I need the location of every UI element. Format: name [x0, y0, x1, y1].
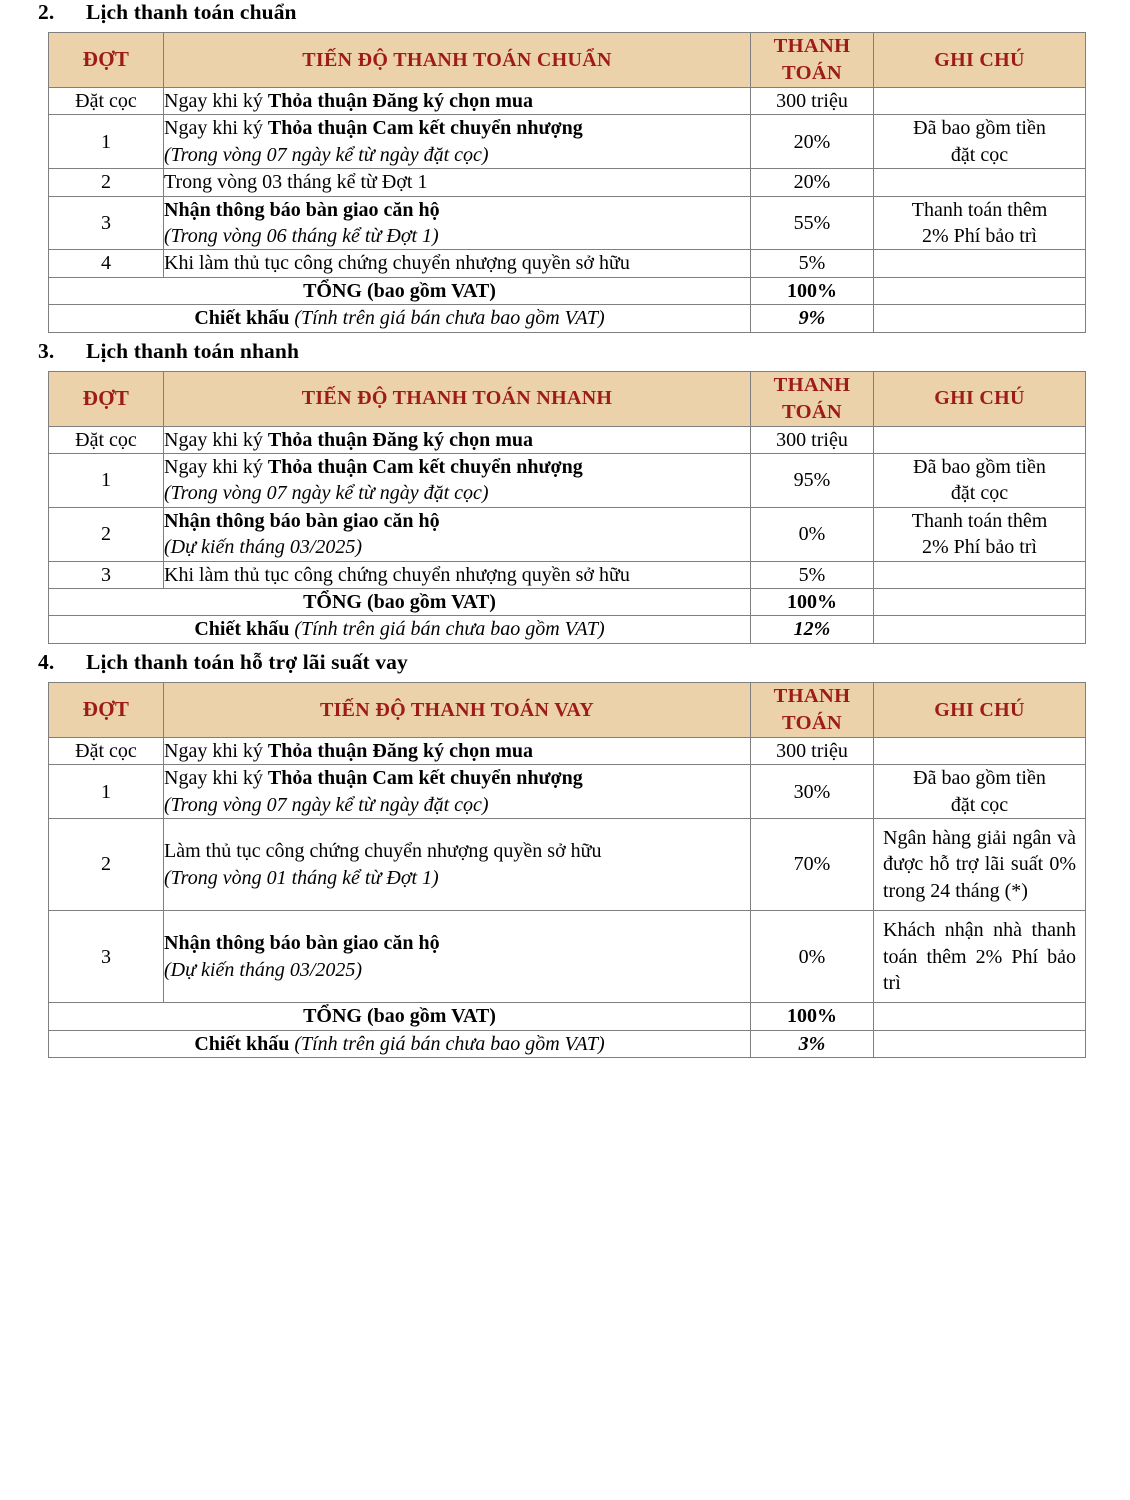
header-cell-dot: ĐỢT [49, 371, 164, 426]
description-italic-note: (Trong vòng 01 tháng kể từ Đợt 1) [164, 866, 439, 889]
header-cell-payment [751, 371, 874, 426]
header-cell-description: TIẾN ĐỘ THANH TOÁN CHUẨN [164, 33, 751, 88]
cell-installment: Đặt cọc [49, 88, 164, 115]
description-main-line [164, 169, 750, 195]
cell-description [164, 561, 751, 588]
discount-label-italic: (Tính trên giá bán chưa bao gồm VAT) [294, 307, 605, 330]
table-total-row [49, 277, 1086, 304]
cell-payment-amount: 30% [751, 765, 874, 819]
description-italic-note: (Trong vòng 07 ngày kể từ ngày đặt cọc) [164, 482, 489, 505]
description-normal-text: Ngay khi ký [164, 90, 268, 113]
description-bold-text: Thỏa thuận Đăng ký chọn mua [267, 739, 533, 762]
cell-payment-amount: 0% [751, 507, 874, 561]
section-3 [0, 650, 1130, 1064]
note-line: 2% Phí bảo trì [922, 536, 1037, 559]
discount-note-empty [874, 305, 1086, 332]
cell-description [164, 196, 751, 250]
cell-note-empty [874, 426, 1086, 453]
description-main-line [164, 738, 750, 764]
table-total-row [49, 589, 1086, 616]
header-cell-dot: ĐỢT [49, 682, 164, 737]
discount-label [49, 616, 751, 643]
total-value: 100% [751, 589, 874, 616]
cell-description [164, 765, 751, 819]
cell-note-empty [874, 250, 1086, 277]
table-discount-row [49, 1030, 1086, 1057]
cell-note-empty [874, 561, 1086, 588]
payment-schedule-table [48, 682, 1086, 1058]
table-row [49, 196, 1086, 250]
table-row [49, 169, 1086, 196]
cell-note-empty [874, 169, 1086, 196]
table-discount-row [49, 305, 1086, 332]
total-value: 100% [751, 1003, 874, 1030]
header-payment-line2: TOÁN [781, 711, 843, 734]
description-normal-text: Trong vòng 03 tháng kể từ Đợt 1 [164, 171, 428, 194]
description-bold-text: Thỏa thuận Đăng ký chọn mua [267, 90, 533, 113]
discount-label-bold: Chiết khấu [194, 1032, 295, 1055]
cell-payment-amount: 20% [751, 169, 874, 196]
description-main-line [164, 562, 750, 588]
discount-label-bold: Chiết khấu [194, 618, 295, 641]
section-title [0, 0, 1130, 25]
cell-installment: 2 [49, 507, 164, 561]
description-main-line [164, 427, 750, 453]
cell-installment: 3 [49, 196, 164, 250]
section-heading-text: Lịch thanh toán nhanh [86, 338, 300, 363]
payment-schedule-table [48, 371, 1086, 644]
cell-installment: Đặt cọc [49, 426, 164, 453]
cell-installment: 1 [49, 454, 164, 508]
discount-label [49, 305, 751, 332]
table-row [49, 115, 1086, 169]
cell-installment: 3 [49, 911, 164, 1003]
description-main-line [164, 197, 750, 223]
total-label: TỔNG (bao gồm VAT) [49, 1003, 751, 1030]
section-number: 4. [38, 649, 55, 674]
cell-note [874, 196, 1086, 250]
cell-payment-amount: 0% [751, 911, 874, 1003]
cell-description [164, 115, 751, 169]
cell-installment: 1 [49, 765, 164, 819]
payment-schedule-table [48, 32, 1086, 333]
description-bold-text: Thỏa thuận Đăng ký chọn mua [267, 428, 533, 451]
cell-note-empty [874, 88, 1086, 115]
header-cell-note: GHI CHÚ [874, 33, 1086, 88]
description-italic-note: (Trong vòng 07 ngày kể từ ngày đặt cọc) [164, 143, 489, 166]
cell-payment-amount: 300 triệu [751, 737, 874, 764]
description-main-line [164, 88, 750, 114]
discount-value: 9% [751, 305, 874, 332]
table-row [49, 765, 1086, 819]
note-line: Thanh toán thêm [911, 509, 1048, 532]
header-cell-payment [751, 682, 874, 737]
description-bold-text: Thỏa thuận Cam kết chuyển nhượng [267, 456, 583, 479]
description-normal-text: Làm thủ tục công chứng chuyển nhượng quyền sở hữu [164, 840, 602, 863]
cell-description [164, 88, 751, 115]
description-italic-note: (Trong vòng 06 tháng kể từ Đợt 1) [164, 225, 439, 248]
header-cell-note: GHI CHÚ [874, 371, 1086, 426]
note-line: Đã bao gồm tiền [913, 456, 1046, 479]
cell-note: Khách nhận nhà thanh toán thêm 2% Phí bảo trì [874, 911, 1086, 1003]
section-number: 2. [38, 0, 55, 24]
cell-note: Ngân hàng giải ngân và được hỗ trợ lãi suất 0% trong 24 tháng (*) [874, 819, 1086, 911]
cell-description [164, 250, 751, 277]
description-normal-text: Ngay khi ký [164, 456, 268, 479]
table-row [49, 454, 1086, 508]
section-title [0, 650, 1130, 675]
header-payment-line1: THANH [773, 373, 851, 396]
section-1 [0, 0, 1130, 339]
description-main-line [164, 765, 750, 791]
header-payment-line1: THANH [773, 35, 851, 57]
total-label: TỔNG (bao gồm VAT) [49, 589, 751, 616]
table-row [49, 426, 1086, 453]
spacer [0, 25, 1130, 32]
cell-payment-amount: 95% [751, 454, 874, 508]
discount-label-bold: Chiết khấu [194, 307, 295, 330]
table-row [49, 88, 1086, 115]
description-main-line [164, 115, 750, 141]
cell-payment-amount: 20% [751, 115, 874, 169]
cell-description [164, 454, 751, 508]
total-label: TỔNG (bao gồm VAT) [49, 277, 751, 304]
section-2 [0, 339, 1130, 650]
total-value: 100% [751, 277, 874, 304]
header-cell-payment [751, 33, 874, 88]
description-normal-text: Ngay khi ký [164, 767, 268, 790]
cell-payment-amount: 300 triệu [751, 426, 874, 453]
description-normal-text: Ngay khi ký [164, 428, 268, 451]
discount-value: 3% [751, 1030, 874, 1057]
section-number: 3. [38, 338, 55, 363]
description-normal-text: Khi làm thủ tục công chứng chuyển nhượng quyền sở hữu [164, 252, 630, 275]
cell-description [164, 819, 751, 911]
spacer [0, 364, 1130, 371]
table-header-row [49, 682, 1086, 737]
description-normal-text: Khi làm thủ tục công chứng chuyển nhượng quyền sở hữu [164, 563, 630, 586]
total-note-empty [874, 1003, 1086, 1030]
cell-note [874, 765, 1086, 819]
cell-installment: 2 [49, 169, 164, 196]
table-row [49, 250, 1086, 277]
discount-label-italic: (Tính trên giá bán chưa bao gồm VAT) [294, 618, 605, 641]
note-line: đặt cọc [950, 143, 1009, 166]
table-row [49, 737, 1086, 764]
description-italic-note: (Dự kiến tháng 03/2025) [164, 536, 363, 559]
discount-label [49, 1030, 751, 1057]
spacer [0, 1058, 1130, 1064]
cell-note [874, 507, 1086, 561]
section-title [0, 339, 1130, 364]
discount-value: 12% [751, 616, 874, 643]
table-total-row [49, 1003, 1086, 1030]
cell-description [164, 737, 751, 764]
total-note-empty [874, 589, 1086, 616]
description-bold-text: Thỏa thuận Cam kết chuyển nhượng [267, 117, 583, 140]
description-italic-note: (Dự kiến tháng 03/2025) [164, 958, 363, 981]
discount-note-empty [874, 616, 1086, 643]
cell-description [164, 507, 751, 561]
cell-description [164, 911, 751, 1003]
header-cell-dot: ĐỢT [49, 33, 164, 88]
header-payment-line1: THANH [773, 684, 851, 707]
header-payment-line2: TOÁN [781, 62, 843, 85]
description-bold-text: Nhận thông báo bàn giao căn hộ [164, 509, 440, 532]
table-row [49, 561, 1086, 588]
header-cell-description: TIẾN ĐỘ THANH TOÁN NHANH [164, 371, 751, 426]
description-main-line [164, 250, 750, 276]
cell-installment: 1 [49, 115, 164, 169]
note-line: 2% Phí bảo trì [922, 225, 1037, 248]
cell-payment-amount: 5% [751, 561, 874, 588]
description-main-line [164, 454, 750, 480]
note-line: Đã bao gồm tiền [913, 117, 1046, 140]
table-header-row [49, 371, 1086, 426]
cell-note-empty [874, 737, 1086, 764]
spacer [0, 675, 1130, 682]
discount-note-empty [874, 1030, 1086, 1057]
note-line: Thanh toán thêm [911, 198, 1048, 221]
cell-installment: 3 [49, 561, 164, 588]
description-main-line [164, 930, 750, 956]
description-normal-text: Ngay khi ký [164, 117, 268, 140]
description-italic-note: (Trong vòng 07 ngày kể từ ngày đặt cọc) [164, 793, 489, 816]
description-bold-text: Nhận thông báo bàn giao căn hộ [164, 932, 440, 955]
note-line: Đã bao gồm tiền [913, 767, 1046, 790]
header-payment-line2: TOÁN [781, 400, 843, 423]
description-bold-text: Nhận thông báo bàn giao căn hộ [164, 198, 440, 221]
cell-installment: 2 [49, 819, 164, 911]
cell-installment: Đặt cọc [49, 737, 164, 764]
header-cell-note: GHI CHÚ [874, 682, 1086, 737]
cell-payment-amount: 300 triệu [751, 88, 874, 115]
discount-label-italic: (Tính trên giá bán chưa bao gồm VAT) [294, 1032, 605, 1055]
section-heading-text: Lịch thanh toán chuẩn [86, 0, 297, 24]
description-bold-text: Thỏa thuận Cam kết chuyển nhượng [267, 767, 583, 790]
section-heading-text: Lịch thanh toán hỗ trợ lãi suất vay [86, 649, 408, 674]
note-line: đặt cọc [950, 482, 1009, 505]
table-row [49, 911, 1086, 1003]
description-main-line [164, 838, 750, 864]
table-row [49, 819, 1086, 911]
cell-description [164, 426, 751, 453]
description-main-line [164, 508, 750, 534]
table-header-row [49, 33, 1086, 88]
cell-note [874, 454, 1086, 508]
description-normal-text: Ngay khi ký [164, 739, 268, 762]
header-cell-description: TIẾN ĐỘ THANH TOÁN VAY [164, 682, 751, 737]
table-row [49, 507, 1086, 561]
cell-note [874, 115, 1086, 169]
cell-payment-amount: 70% [751, 819, 874, 911]
table-discount-row [49, 616, 1086, 643]
cell-payment-amount: 55% [751, 196, 874, 250]
cell-installment: 4 [49, 250, 164, 277]
note-line: đặt cọc [950, 793, 1009, 816]
cell-payment-amount: 5% [751, 250, 874, 277]
cell-description [164, 169, 751, 196]
total-note-empty [874, 277, 1086, 304]
